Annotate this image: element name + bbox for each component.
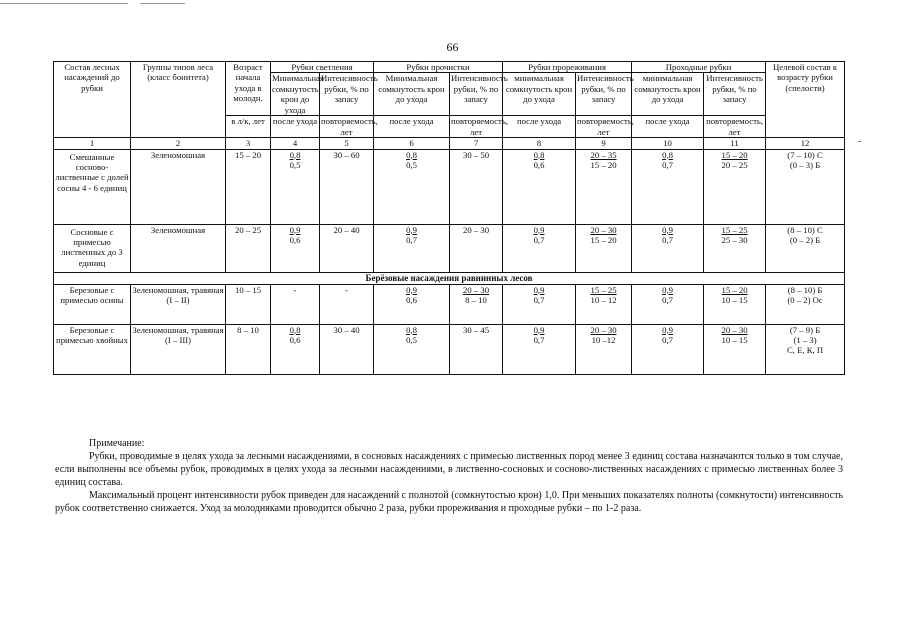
cell-age: 15 – 20 [226, 149, 271, 224]
header-repeat: повторяемость, лет [704, 116, 766, 138]
col-number: 5 [320, 138, 374, 149]
cell-composition: Смешанные сосново-лиственные с долей сосны 4 - 6 единиц [54, 149, 131, 224]
header-forest-type: Группы типов леса (класс бонитета) [131, 62, 226, 138]
page-number: 66 [446, 40, 459, 54]
scan-top-line [140, 3, 185, 4]
header-start-age: Возраст начала ухода в молодн. [226, 62, 271, 116]
cell-light-min: - [271, 284, 320, 324]
cell-age: 8 – 10 [226, 324, 271, 374]
cell-light-int: 30 – 60 [320, 149, 374, 224]
cell-light-min: 0,8 0,6 [271, 324, 320, 374]
table-row [54, 149, 845, 224]
header-target-composition: Целевой состав к возрасту рубки (спелости) [766, 62, 845, 138]
cell-cleaning-min: 0,8 0,5 [374, 324, 450, 374]
cell-composition: Березовые с примесью хвойных [54, 324, 131, 374]
header-passage-int: Интенсивность рубки, % по запасу [704, 73, 766, 116]
cell-composition: Сосновые с примесью лиственных до 3 единиц [54, 224, 131, 272]
header-after: после ухода [632, 116, 704, 138]
header-passage-min: минимальная сомкнутость крон до ухода [632, 73, 704, 116]
cell-age: 20 – 25 [226, 224, 271, 272]
col-number: 10 [632, 138, 704, 149]
header-age-unit: в л/к, лет [226, 116, 271, 138]
cell-passage-min: 0,9 0,7 [632, 284, 704, 324]
cell-passage-min: 0,9 0,7 [632, 324, 704, 374]
cell-light-int: 30 – 40 [320, 324, 374, 374]
header-row-groups [54, 62, 845, 73]
notes-title: Примечание: [89, 438, 145, 449]
header-after: после ухода [374, 116, 450, 138]
header-composition: Состав лесных насаждений до рубки [54, 62, 131, 138]
cell-cleaning-min: 0,8 0,5 [374, 149, 450, 224]
thinning-table [53, 61, 845, 375]
col-number: 1 [54, 138, 131, 149]
cell-passage-int: 20 – 30 10 – 15 [704, 324, 766, 374]
cell-thinning-min: 0,9 0,7 [503, 324, 576, 374]
cell-light-int: - [320, 284, 374, 324]
header-after: после ухода [271, 116, 320, 138]
cell-light-min: 0,8 0,5 [271, 149, 320, 224]
table-row [54, 284, 845, 324]
cell-cleaning-min: 0,9 0,7 [374, 224, 450, 272]
header-repeat: повторяемость, лет [577, 116, 634, 137]
header-repeat: повторяемость, лет [321, 116, 378, 137]
cell-light-int: 20 – 40 [320, 224, 374, 272]
table-row [54, 324, 845, 374]
col-number: 2 [131, 138, 226, 149]
cell-target: (8 – 10) Б (0 – 2) Ос [766, 284, 845, 324]
header-group-light: Рубки светления [271, 62, 374, 73]
cell-cleaning-int: 20 – 30 8 – 10 [450, 284, 503, 324]
cell-thinning-min: 0,8 0,6 [503, 149, 576, 224]
header-group-passage: Проходные рубки [632, 62, 766, 73]
header-thinning-min: минимальная сомкнутость крон до ухода [503, 73, 576, 116]
header-repeat: повторяемость, лет [451, 116, 508, 137]
col-number: 4 [271, 138, 320, 149]
cell-cleaning-int: 30 – 45 [450, 324, 503, 374]
cell-target: (7 – 9) Б (1 – 3) С, Е, К, П [766, 324, 845, 374]
cell-thinning-min: 0,9 0,7 [503, 284, 576, 324]
header-thinning-int: Интенсивность рубки, % по запасу [576, 73, 632, 116]
header-group-cleaning: Рубки прочистки [374, 62, 503, 73]
cell-composition: Березовые с примесью осины [54, 284, 131, 324]
header-cleaning-min: Минимальная сомкнутость крон до ухода [374, 73, 450, 116]
section-row [54, 272, 845, 284]
cell-passage-int: 15 – 20 10 – 15 [704, 284, 766, 324]
col-number: 7 [450, 138, 503, 149]
col-number: 9 [576, 138, 632, 149]
cell-cleaning-int: 30 – 50 [450, 149, 503, 224]
cell-thinning-min: 0,9 0,7 [503, 224, 576, 272]
col-number: 3 [226, 138, 271, 149]
cell-forest-type: Зеленомошная, травяная (I – III) [131, 324, 226, 374]
header-light-int: Интенсивность рубки, % по запасу [320, 73, 374, 116]
cell-passage-min: 0,8 0,7 [632, 149, 704, 224]
col-number: 6 [374, 138, 450, 149]
col-number: 8 [503, 138, 576, 149]
notes-paragraph: Максимальный процент интенсивности рубок приведен для насаждений с полнотой (сомкнутостью крон) 1,0. При меньших показателях полноты (сомкнутости) интенсивность рубок соответственно снижается. Уход за молодняками проводится обычно 2 раза, рубки прореживания и проходные рубки – по 1-2 раза. [55, 490, 843, 514]
cell-thinning-int: 20 – 30 10 –12 [576, 324, 632, 374]
cell-age: 10 – 15 [226, 284, 271, 324]
cell-thinning-int: 15 – 25 10 – 12 [576, 284, 632, 324]
table-row [54, 224, 845, 272]
cell-light-min: 0,9 0,6 [271, 224, 320, 272]
cell-target: (7 – 10) С (0 – 3) Б [766, 149, 845, 224]
scan-top-line [0, 3, 128, 4]
header-cleaning-int: Интенсивность рубки, % по запасу [450, 73, 503, 116]
cell-forest-type: Зеленомошная [131, 224, 226, 272]
col-number: 12 [766, 138, 845, 149]
header-group-thinning: Рубки прореживания [503, 62, 632, 73]
cell-forest-type: Зеленомошная, травяная (I – II) [131, 284, 226, 324]
scan-speck [858, 141, 861, 142]
header-light-min: Минимальная сомкнутость крон до ухода [272, 73, 324, 115]
section-title: Берёзовые насаждения равнинных лесов [54, 272, 845, 284]
column-numbers-row [54, 138, 845, 149]
cell-forest-type: Зеленомошная [131, 149, 226, 224]
notes-block [55, 437, 843, 515]
cell-target: (8 – 10) С (0 – 2) Б [766, 224, 845, 272]
cell-passage-int: 15 – 25 25 – 30 [704, 224, 766, 272]
header-after: после ухода [503, 116, 576, 138]
cell-passage-int: 15 – 20 20 – 25 [704, 149, 766, 224]
notes-paragraph: Рубки, проводимые в целях ухода за лесными насаждениями, в сосновых насаждениях с примесью лиственных пород менее 3 единиц состава назначаются только в том случае, если выполнены все объемы рубок, проводимых в целях ухода за лесными насаждениями, в лиственно-сосновых и сосново-лиственных насаждениях с примесью лиственных более 3 единиц состава. [55, 451, 843, 488]
cell-cleaning-int: 20 – 30 [450, 224, 503, 272]
cell-passage-min: 0,9 0,7 [632, 224, 704, 272]
cell-thinning-int: 20 – 30 15 – 20 [576, 224, 632, 272]
cell-thinning-int: 20 – 35 15 – 20 [576, 149, 632, 224]
cell-cleaning-min: 0,9 0,6 [374, 284, 450, 324]
col-number: 11 [704, 138, 766, 149]
